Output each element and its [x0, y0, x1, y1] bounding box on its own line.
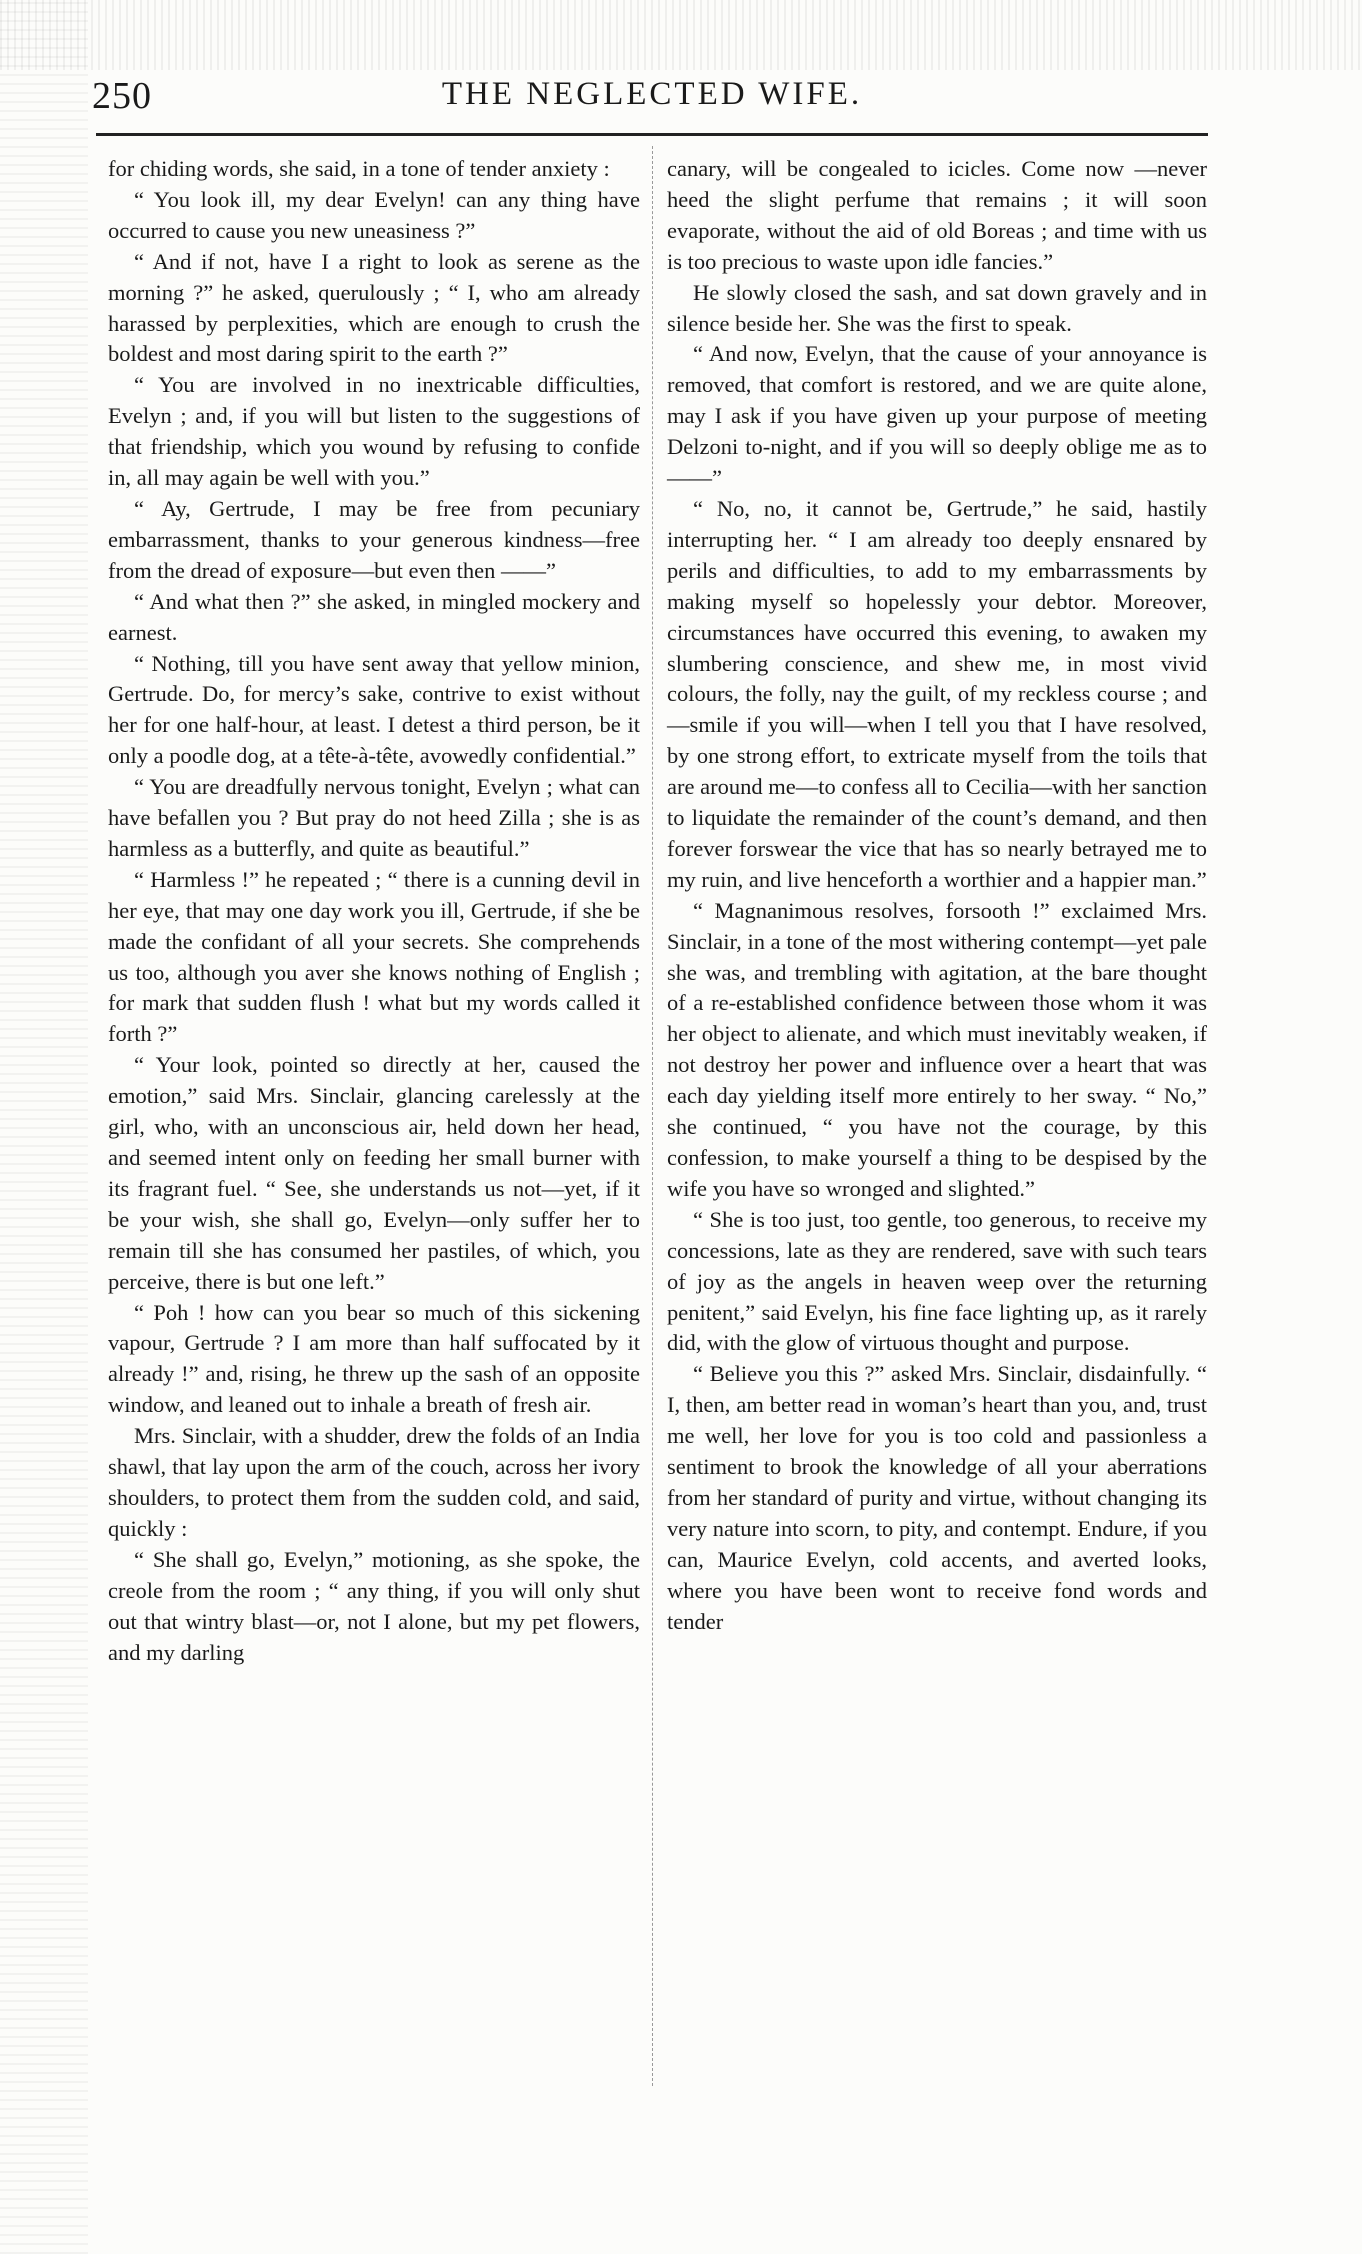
page-number: 250	[92, 75, 152, 117]
paragraph: for chiding words, she said, in a tone of tender anxiety :	[108, 156, 610, 181]
page-header	[92, 74, 1212, 126]
paragraph: “ Harmless !” he repeated ; “ there is a cunning devil in her eye, that may one day work you ill, Gertrude, if she be made the confidant of all your secrets. She comprehends us too, although you aver she knows nothing of English ; for mark that sudden flush ! what but my words called it forth ?”	[108, 866, 640, 1047]
paragraph: “ And what then ?” she asked, in mingled mockery and earnest.	[108, 588, 640, 645]
paragraph: “ Ay, Gertrude, I may be free from pecuniary embarrassment, thanks to your generous kindness—free from the dread of exposure—but even then ——”	[108, 495, 640, 583]
paragraph: “ She is too just, too gentle, too generous, to receive my concessions, late as they are rendered, save with such tears of joy as the angels in heaven weep over the returning penitent,” said Evelyn, his fine face lighting up, as it rarely did, with the glow of virtuous thought and purpose.	[667, 1206, 1207, 1356]
paragraph: “ Nothing, till you have sent away that yellow minion, Gertrude. Do, for mercy’s sake, contrive to exist without her for one half-hour, at least. I detest a third person, be it only a poodle dog, at a tête-à-tête, avowedly confidential.”	[108, 650, 640, 769]
paragraph: “ And now, Evelyn, that the cause of your annoyance is removed, that comfort is restored, and we are quite alone, may I ask if you have given up your purpose of meeting Delzoni to-night, and if you will so deeply oblige me as to ——”	[667, 341, 1207, 491]
paragraph: He slowly closed the sash, and sat down gravely and in silence beside her. She was the first to speak.	[667, 279, 1207, 336]
paragraph: Mrs. Sinclair, with a shudder, drew the folds of an India shawl, that lay upon the arm of the couch, across her ivory shoulders, to protect them from the sudden cold, and said, quickly :	[108, 1423, 640, 1541]
paragraph: “ You look ill, my dear Evelyn! can any thing have occurred to cause you new uneasiness ?”	[108, 186, 640, 243]
paragraph: “ Your look, pointed so directly at her, caused the emotion,” said Mrs. Sinclair, glancing carelessly at the girl, who, with an unconscious air, held down her head, and seemed intent only on feeding her small burner with its fragrant fuel. “ See, she understands us not—yet, if it be your wish, she shall go, Evelyn—only suffer her to remain till she has consumed her pastiles, of which, you perceive, there is but one left.”	[108, 1052, 640, 1294]
running-title: THE NEGLECTED WIFE.	[441, 76, 863, 112]
right-column	[667, 154, 1207, 1638]
paragraph: “ You are dreadfully nervous tonight, Evelyn ; what can have befallen you ? But pray do not heed Zilla ; she is as harmless as a butterfly, and quite as beautiful.”	[108, 774, 640, 861]
paragraph: canary, will be congealed to icicles. Come now —never heed the slight perfume that remains ; it will soon evaporate, without the aid of old Boreas ; and time with us is too precious to waste upon idle fancies.”	[667, 156, 1207, 274]
paragraph: “ And if not, have I a right to look as serene as the morning ?” he asked, querulously ; “ I, who am already harassed by perplexities, which are enough to crush the boldest and most daring spirit to the earth ?”	[108, 248, 640, 367]
paragraph: “ Believe you this ?” asked Mrs. Sinclair, disdainfully. “ I, then, am better read in woman’s heart than you, and, trust me well, her love for you is too cold and passionless a sentiment to brook the knowledge of all your aberrations from her standard of purity and virtue, without changing its very nature into scorn, to pity, and contempt. Endure, if you can, Maurice Evelyn, cold accents, and averted looks, where you have been wont to receive fond words and tender	[667, 1361, 1207, 1634]
header-rule	[96, 133, 1208, 136]
paragraph: “ Poh ! how can you bear so much of this sickening vapour, Gertrude ? I am more than half suffocated by it already !” and, rising, he threw up the sash of an opposite window, and leaned out to inhale a breath of fresh air.	[108, 1299, 640, 1418]
paragraph: “ You are involved in no inextricable difficulties, Evelyn ; and, if you will but listen to the suggestions of that friendship, which you wound by refusing to confide in, all may again be well with you.”	[108, 372, 640, 491]
paragraph: “ No, no, it cannot be, Gertrude,” he said, hastily interrupting her. “ I am already too deeply ensnared by perils and difficulties, to add to my embarrassments by making myself so hopelessly your debtor. Moreover, circumstances have occurred this evening, to awaken my slumbering conscience, and shew me, in most vivid colours, the folly, nay the guilt, of my reckless course ; and—smile if you will—when I tell you that I have resolved, by one strong effort, to extricate myself from the toils that are around me—to confess all to Cecilia—with her sanction to liquidate the remainder of the count’s demand, and then forever forswear the vice that has so nearly betrayed me to my ruin, and live henceforth a worthier and a happier man.”	[667, 495, 1207, 892]
left-column	[108, 154, 640, 1668]
paragraph: “ Magnanimous resolves, forsooth !” exclaimed Mrs. Sinclair, in a tone of the most withering contempt—yet pale she was, and trembling with agitation, at the bare thought of a re-established confidence between those whom it was her object to alienate, and which must inevitably weaken, if not destroy her power and influence over a heart that was each day yielding itself more entirely to her sway. “ No,” she continued, “ you have not the courage, by this confession, to make yourself a thing to be despised by the wife you have so wronged and slighted.”	[667, 897, 1207, 1201]
paragraph: “ She shall go, Evelyn,” motioning, as she spoke, the creole from the room ; “ any thing, if you will only shut out that wintry blast—or, not I alone, but my pet flowers, and my darling	[108, 1546, 640, 1665]
column-divider	[652, 146, 653, 2086]
